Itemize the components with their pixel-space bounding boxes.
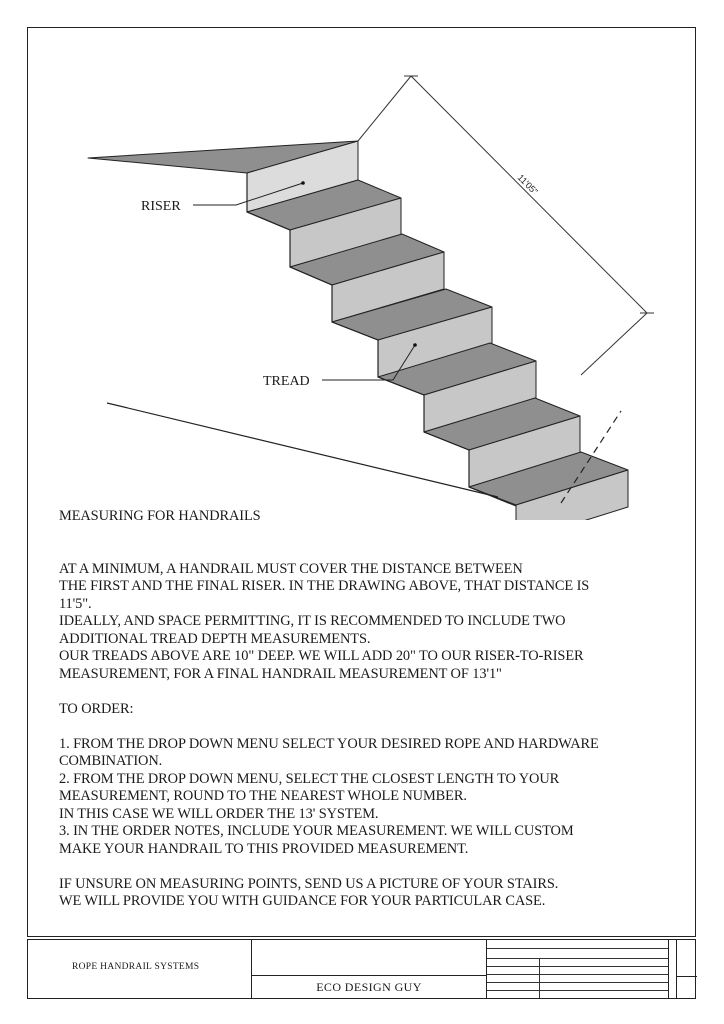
- title-block-company: [28, 940, 252, 998]
- instructions-heading: MEASURING FOR HANDRAILS: [59, 508, 261, 524]
- tread-leader-dot: [413, 343, 417, 347]
- title-block-designer: [252, 940, 487, 998]
- sheet-number-box: [676, 940, 697, 998]
- closing-note: IF UNSURE ON MEASURING POINTS, SEND US A PICTURE OF YOUR STAIRS. WE WILL PROVIDE YOU WITH GUIDANCE FOR YOUR PARTICULAR CASE.: [59, 875, 559, 909]
- instructions: [59, 508, 679, 911]
- order-heading: TO ORDER:: [59, 700, 134, 717]
- riser-label: RISER: [141, 199, 181, 214]
- extension-line-bottom: [581, 313, 647, 375]
- dimension-label: 11'05": [515, 172, 540, 197]
- tread-label: TREAD: [263, 374, 310, 389]
- extension-line-top: [358, 76, 411, 141]
- order-steps: 1. FROM THE DROP DOWN MENU SELECT YOUR DESIRED ROPE AND HARDWARE COMBINATION. 2. FROM THE DROP DOWN MENU, SELECT THE CLOSEST LENGTH TO YOUR MEASUREMENT, ROUND TO THE NEAREST WHOLE NUMBER. IN THIS CASE WE WILL ORDER THE 13' SYSTEM. 3. IN THE ORDER NOTES, INCLUDE YOUR MEASUREMENT. WE WILL CUSTOM MAKE YOUR HANDRAIL TO THIS PROVIDED MEASUREMENT.: [59, 735, 599, 857]
- riser-leader-dot: [301, 181, 305, 185]
- dimension-line: [411, 76, 647, 313]
- title-block: [27, 939, 696, 999]
- designer-name: ECO DESIGN GUY: [316, 980, 422, 994]
- revision-grid: [487, 940, 669, 998]
- instructions-paragraph: AT A MINIMUM, A HANDRAIL MUST COVER THE DISTANCE BETWEEN THE FIRST AND THE FINAL RISER. IN THE DRAWING ABOVE, THAT DISTANCE IS 11'5". IDEALLY, AND SPACE PERMITTING, IT IS RECOMMENDED TO INCLUDE TWO ADDITIONAL TREAD DEPTH MEASUREMENTS. OUR TREADS ABOVE ARE 10" DEEP. WE WILL ADD 20" TO OUR RISER-TO-RISER MEASUREMENT, FOR A FINAL HANDRAIL MEASUREMENT OF 13'1": [59, 560, 590, 682]
- company-name: ROPE HANDRAIL SYSTEMS: [72, 962, 200, 972]
